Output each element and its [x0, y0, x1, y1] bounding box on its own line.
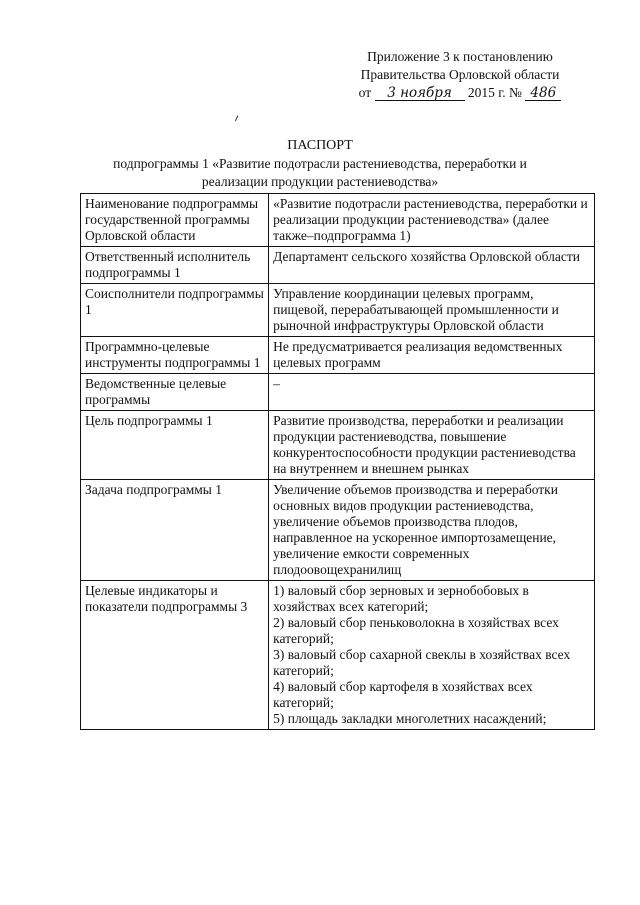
indicator-item: 4) валовый сбор картофеля в хозяйствах всех категорий; [273, 679, 533, 710]
table-row [81, 284, 595, 337]
table-row [81, 411, 595, 480]
indicators-list [269, 581, 595, 730]
appendix-line-1: Приложение 3 к постановлению [367, 49, 553, 64]
row-label: Цель подпрограммы 1 [81, 411, 269, 480]
table-row [81, 480, 595, 581]
date-year: 2015 г. № [467, 85, 522, 100]
pen-mark [235, 115, 241, 122]
table-row-indicators [81, 581, 595, 730]
handwritten-date: 3 ноября [375, 86, 465, 101]
table-row [81, 194, 595, 247]
indicators-label: Целевые индикаторы и показатели подпрограммы 3 [81, 581, 269, 730]
row-label: Соисполнители подпрограммы 1 [81, 284, 269, 337]
row-label: Задача подпрограммы 1 [81, 480, 269, 581]
page-subtitle: подпрограммы 1 «Развитие подотрасли растениеводства, переработки и реализации продукции растениеводства» [113, 156, 527, 189]
row-value: Увеличение объемов производства и переработки основных видов продукции растениеводства, увеличение объемов производства плодов, направленное на ускоренное импортозамещение, увеличение емкости современных плодоовощехранилищ [269, 480, 595, 581]
indicator-item: 2) валовый сбор пеньковолокна в хозяйствах всех категорий; [273, 615, 559, 646]
indicator-item: 3) валовый сбор сахарной свеклы в хозяйствах всех категорий; [273, 647, 571, 678]
row-value: Не предусматривается реализация ведомственных целевых программ [269, 337, 595, 374]
row-label: Программно-целевые инструменты подпрограммы 1 [81, 337, 269, 374]
passport-table [80, 193, 595, 730]
page-title: ПАСПОРТ [287, 138, 353, 153]
row-value: «Развитие подотрасли растениеводства, переработки и реализации продукции растениеводства» (далее также–подпрограмма 1) [269, 194, 595, 247]
row-value: – [269, 374, 595, 411]
row-label: Ведомственные целевые программы [81, 374, 269, 411]
row-value: Департамент сельского хозяйства Орловской области [269, 247, 595, 284]
row-value: Развитие производства, переработки и реализации продукции растениеводства, повышение конкурентоспособности продукции растениеводства на внутреннем и внешнем рынках [269, 411, 595, 480]
appendix-header [320, 48, 600, 102]
table-row [81, 374, 595, 411]
row-value: Управление координации целевых программ, пищевой, перерабатывающей промышленности и рыночной инфраструктуры Орловской области [269, 284, 595, 337]
indicator-item: 5) площадь закладки многолетних насаждений; [273, 711, 547, 726]
appendix-line-2: Правительства Орловской области [360, 67, 560, 82]
table-row [81, 247, 595, 284]
table-row [81, 337, 595, 374]
date-prefix: от [358, 85, 372, 100]
appendix-date-line [320, 84, 600, 102]
row-label: Ответственный исполнитель подпрограммы 1 [81, 247, 269, 284]
row-label: Наименование подпрограммы государственной программы Орловской области [81, 194, 269, 247]
handwritten-number: 486 [525, 86, 561, 101]
indicator-item: 1) валовый сбор зерновых и зернобобовых в хозяйствах всех категорий; [273, 583, 529, 614]
